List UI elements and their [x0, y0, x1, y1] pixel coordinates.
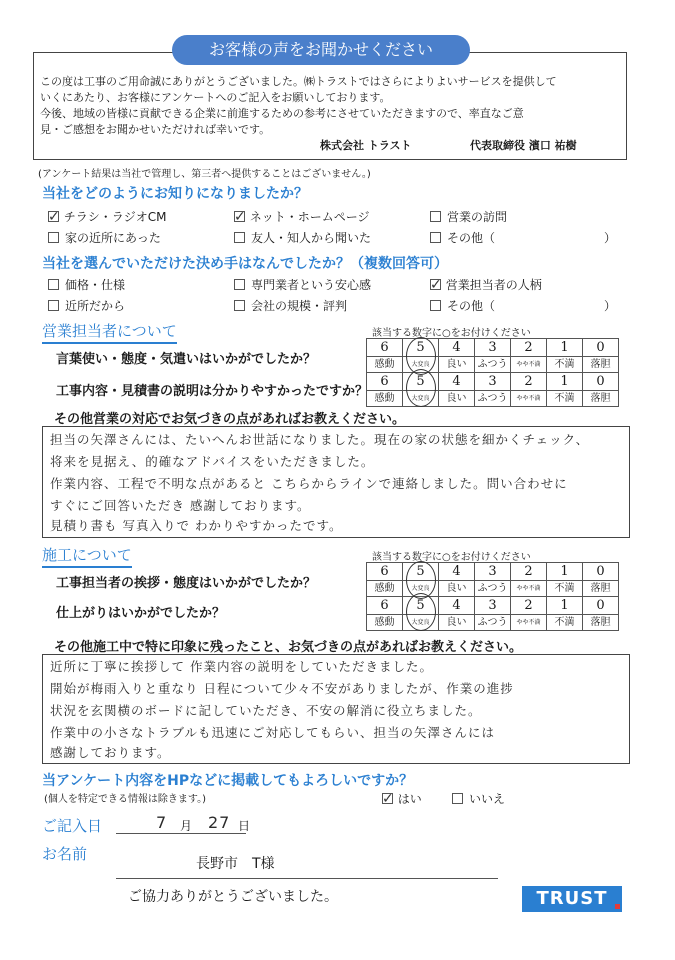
comment-line: 開始が梅雨入りと重なり 日程について少々不安がありましたが、作業の進捗: [50, 681, 514, 696]
construction-question-1: 工事担当者の挨拶・態度はいかがでしたか？: [56, 576, 317, 591]
logo-dot: [615, 904, 620, 909]
comment-line: 担当の矢澤さんには、たいへんお世話になりました。現在の家の状態を細かくチェック、: [50, 432, 590, 447]
rating-label: 良い: [439, 581, 475, 597]
rating-number-row: [367, 563, 619, 581]
comment-line: 将来を見据え、的確なアドバイスをいただきました。: [50, 454, 375, 469]
survey-banner: お客様の声をお聞かせください: [172, 35, 470, 65]
rating-number-row: [367, 597, 619, 615]
name-underline: [116, 878, 498, 879]
rating-label: ふつう: [475, 615, 511, 631]
thanks-message: ご協力ありがとうございました。: [128, 889, 338, 905]
intro-line: この度は工事のご用命誠にありがとうございました。㈱トラストではさらによりよいサービスを提供して: [40, 75, 557, 88]
sales-heading: 営業担当者について: [42, 320, 177, 344]
rating-label-row: [367, 581, 619, 597]
q2-option[interactable]: その他（: [430, 297, 495, 314]
checkbox[interactable]: [452, 793, 463, 804]
comment-line: 近所に丁寧に挨拶して 作業内容の説明をしていただきました。: [50, 659, 433, 674]
rating-cell[interactable]: 2: [511, 339, 547, 357]
rating-label: 落胆: [583, 581, 619, 597]
rating-label: やや不満: [511, 581, 547, 597]
q2-option[interactable]: 専門業者という安心感: [234, 276, 371, 293]
rating-label: 大変良: [403, 615, 439, 631]
selected-rating-circle: [406, 369, 436, 407]
date-day-value[interactable]: 27: [208, 813, 231, 832]
q1-option[interactable]: 家の近所にあった: [48, 229, 161, 246]
intro-line: 見・ご感想をお聞かせいただければ幸いです。: [40, 123, 271, 136]
rating-label-row: [367, 391, 619, 407]
rating-cell[interactable]: 3: [475, 373, 511, 391]
q1-title: 当社をどのようにお知りになりましたか？: [42, 186, 308, 202]
comment-line: 感謝しております。: [50, 745, 171, 760]
rating-cell[interactable]: 4: [439, 339, 475, 357]
rating-cell[interactable]: 3: [475, 563, 511, 581]
q2-option[interactable]: 近所だから: [48, 297, 125, 314]
rating-label: 落胆: [583, 391, 619, 407]
rating-cell[interactable]: 5: [403, 373, 439, 391]
rating-label: 良い: [439, 615, 475, 631]
rating-label: 感動: [367, 391, 403, 407]
rating-cell[interactable]: 0: [583, 563, 619, 581]
rating-label: 不満: [547, 581, 583, 597]
name-label: お名前: [42, 845, 88, 863]
q1-option[interactable]: その他（: [430, 229, 495, 246]
comment-line: 見積り書も 写真入りで わかりやすかったです。: [50, 518, 343, 533]
rating-label: やや不満: [511, 615, 547, 631]
rating-label: 不満: [547, 391, 583, 407]
rating-label-row: [367, 615, 619, 631]
comment-line: 作業中の小さなトラブルも迅速にご対応してもらい、担当の矢澤さんには: [50, 725, 496, 740]
q1-option[interactable]: ✓ チラシ・ラジオCM: [48, 209, 167, 225]
rating-label: やや不満: [511, 357, 547, 373]
construction-comment: [50, 656, 514, 762]
intro-line: 今後、地域の皆様に貢献できる企業に前進するための参考にさせていただきますので、率直なご意: [40, 107, 524, 120]
rating-label: ふつう: [475, 581, 511, 597]
checkbox[interactable]: [234, 279, 245, 290]
q2-option[interactable]: 会社の規模・評判: [234, 297, 347, 314]
date-month-value[interactable]: 7: [156, 813, 168, 832]
construction-question-2: 仕上がりはいかがでしたか？: [56, 606, 226, 621]
sales-comment-prompt: その他営業の対応でお気づきの点があればお教えください。: [54, 412, 406, 427]
rating-label: 落胆: [583, 615, 619, 631]
rating-number-row: [367, 339, 619, 357]
q1-option[interactable]: 営業の訪問: [430, 208, 507, 225]
rating-label: 良い: [439, 357, 475, 373]
q1-other-close: ）: [604, 231, 617, 245]
rating-label: 大変良: [403, 581, 439, 597]
date-day-unit: 日: [238, 819, 251, 833]
rating-label: 不満: [547, 615, 583, 631]
rating-cell[interactable]: 0: [583, 339, 619, 357]
q2-title: 当社を選んでいただけた決め手はなんでしたか？（複数回答可）: [42, 256, 448, 272]
rating-label: 良い: [439, 391, 475, 407]
rating-cell[interactable]: 1: [547, 563, 583, 581]
q1-option[interactable]: ✓ ネット・ホームページ: [234, 209, 370, 225]
check-mark-icon: ✓: [48, 209, 60, 225]
comment-line: すぐにご回答いただき 感謝しております。: [50, 498, 311, 513]
date-label: ご記入日: [42, 817, 103, 835]
publish-note: (個人を特定できる情報は除きます。): [44, 794, 207, 805]
checkbox[interactable]: [48, 279, 59, 290]
construction-heading: 施工について: [42, 544, 132, 568]
check-mark-icon: ✓: [234, 209, 246, 225]
rating-cell[interactable]: 4: [439, 597, 475, 615]
rating-label: ふつう: [475, 391, 511, 407]
rating-label: ふつう: [475, 357, 511, 373]
rating-cell[interactable]: 2: [511, 597, 547, 615]
sales-rating-table: [366, 338, 619, 407]
sales-question-1: 言葉使い・態度・気遣いはいかがでしたか？: [56, 352, 317, 367]
comment-line: 作業内容、工程で不明な点があると こちらからラインで連絡しました。問い合わせに: [50, 476, 568, 491]
rating-label: 不満: [547, 357, 583, 373]
intro-text: [40, 74, 557, 138]
rating-cell[interactable]: 5: [403, 563, 439, 581]
rating-number-row: [367, 373, 619, 391]
privacy-note: (アンケート結果は当社で管理し、第三者へ提供することはございません。): [38, 169, 371, 180]
q2-option[interactable]: 価格・仕様: [48, 276, 125, 293]
q2-option[interactable]: ✓ 営業担当者の人柄: [430, 277, 542, 293]
intro-line: いくにあたり、お客様にアンケートへのご記入をお願いしております。: [40, 91, 391, 104]
rating-cell[interactable]: 5: [403, 597, 439, 615]
publish-question: 当アンケート内容をHPなどに掲載してもよろしいですか？: [42, 773, 414, 789]
checkbox[interactable]: [48, 232, 59, 243]
trust-logo: TRUST: [522, 886, 622, 912]
checkbox[interactable]: [234, 300, 245, 311]
publish-yes-option[interactable]: ✓ はい: [382, 791, 422, 807]
rating-label-row: [367, 357, 619, 373]
rating-cell[interactable]: 3: [475, 339, 511, 357]
rating-cell[interactable]: 1: [547, 339, 583, 357]
comment-line: 状況を玄関横のボードに記していただき、不安の解消に役立ちました。: [50, 703, 482, 718]
construction-rating-table: [366, 562, 619, 631]
rating-cell[interactable]: 6: [367, 373, 403, 391]
rating-label: 感動: [367, 357, 403, 373]
name-value[interactable]: 長野市 T様: [196, 856, 275, 872]
rating-header: 該当する数字に○をお付けください: [372, 552, 531, 563]
construction-comment-prompt: その他施工中で特に印象に残ったこと、お気づきの点があればお教えください。: [54, 640, 523, 655]
publish-no-option[interactable]: いいえ: [452, 790, 505, 807]
rating-cell[interactable]: 2: [511, 563, 547, 581]
date-month-unit: 月: [180, 819, 193, 833]
rating-cell[interactable]: 1: [547, 373, 583, 391]
rating-cell[interactable]: 0: [583, 373, 619, 391]
q2-other-close: ）: [604, 299, 617, 313]
checkbox[interactable]: [430, 211, 441, 222]
company-name: 株式会社 トラスト: [320, 139, 412, 152]
checkbox[interactable]: [430, 232, 441, 243]
checkbox[interactable]: [234, 232, 245, 243]
check-mark-icon: ✓: [430, 277, 442, 293]
sales-question-2: 工事内容・見積書の説明は分かりやすかったですか？: [56, 384, 369, 399]
checkbox[interactable]: [48, 300, 59, 311]
rating-cell[interactable]: 5: [403, 339, 439, 357]
rating-cell[interactable]: 3: [475, 597, 511, 615]
rating-cell[interactable]: 6: [367, 597, 403, 615]
rating-cell[interactable]: 0: [583, 597, 619, 615]
ceo-name: 代表取締役 濱口 祐樹: [470, 139, 577, 152]
rating-label: 落胆: [583, 357, 619, 373]
check-mark-icon: ✓: [382, 791, 394, 807]
rating-label: 感動: [367, 581, 403, 597]
rating-label: やや不満: [511, 391, 547, 407]
rating-cell[interactable]: 6: [367, 339, 403, 357]
checkbox[interactable]: [430, 300, 441, 311]
rating-cell[interactable]: 4: [439, 563, 475, 581]
rating-label: 感動: [367, 615, 403, 631]
q1-option[interactable]: 友人・知人から聞いた: [234, 229, 371, 246]
rating-cell[interactable]: 4: [439, 373, 475, 391]
rating-cell[interactable]: 1: [547, 597, 583, 615]
rating-cell[interactable]: 6: [367, 563, 403, 581]
rating-header: 該当する数字に○をお付けください: [372, 328, 531, 339]
rating-label: 大変良: [403, 391, 439, 407]
sales-comment: [50, 429, 589, 535]
selected-rating-circle: [406, 593, 436, 631]
rating-cell[interactable]: 2: [511, 373, 547, 391]
rating-label: 大変良: [403, 357, 439, 373]
